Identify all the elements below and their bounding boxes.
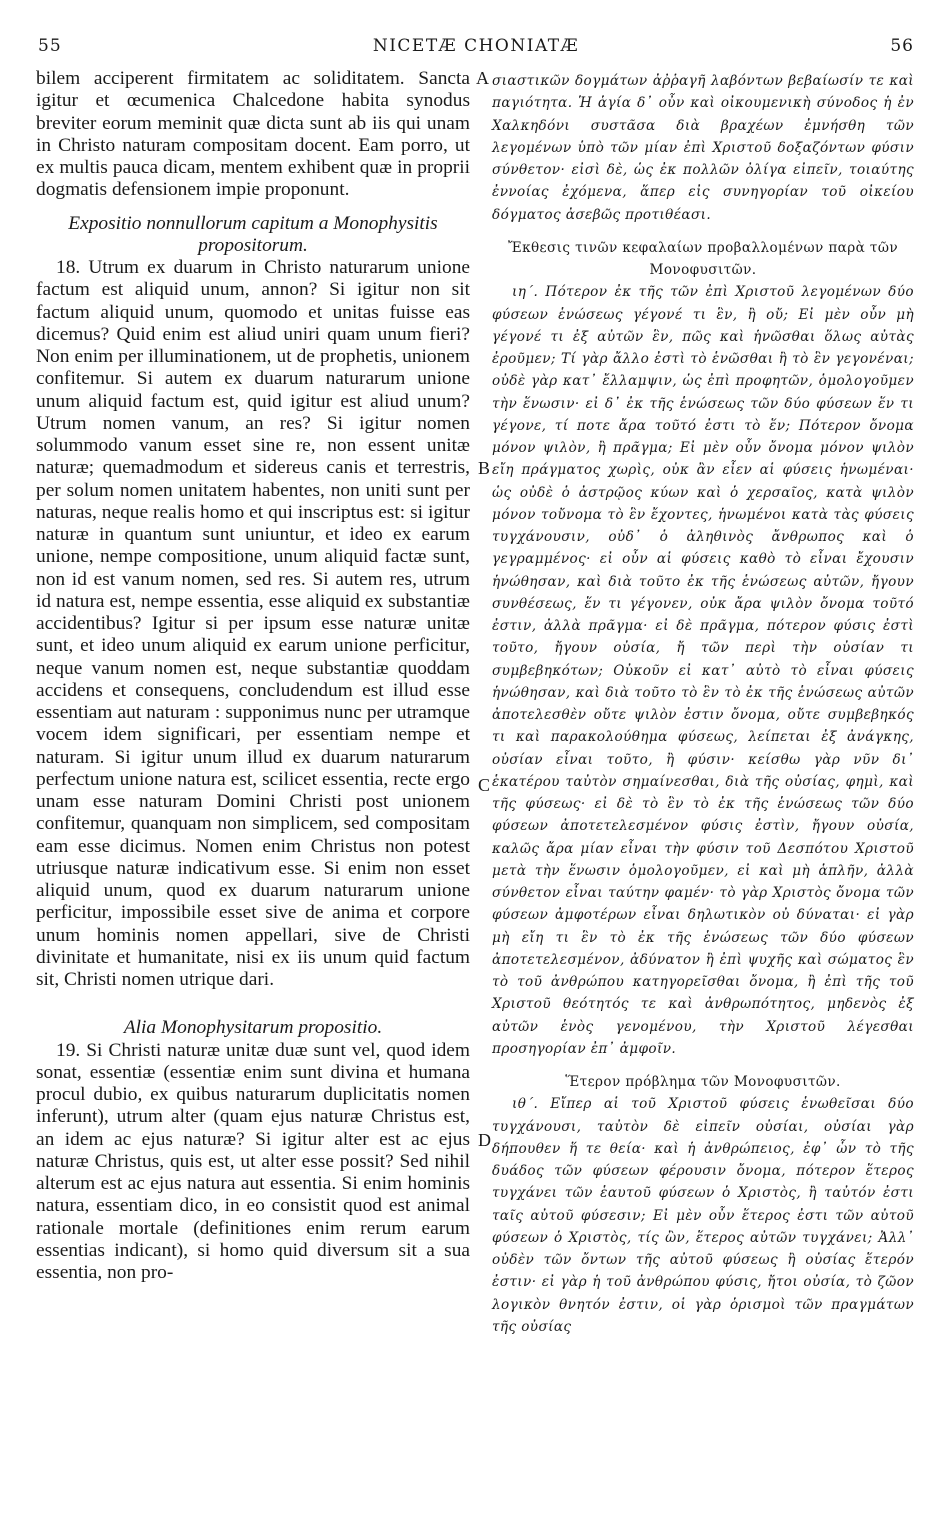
greek-column	[492, 70, 914, 1338]
greek-intro-paragraph: σιαστικῶν δογμάτων ἀῤῥαγῆ λαβόντων βεβαίωσίν τε καὶ παγιότητα. Ἡ ἁγία δ᾽ οὖν καὶ οἰκουμενικὴ σύνοδος ἡ ἐν Χαλκηδόνι συστᾶσα διὰ βραχέων ἐμνήσθη τῶν λεγομένων ὑπὸ τῶν μίαν ἐπὶ Χριστοῦ δοξαζόντων φύσιν σύνθετον· εἰσὶ δὲ, ὡς ἐκ πολλῶν ὀλίγα εἰπεῖν, τοιαύτης ἐννοίας ἐχόμενα, ἅπερ εἰς συνηγορίαν τοῦ οἰκείου δόγματος ἀσεβῶς προτιθέασι.	[492, 73, 914, 223]
latin-section-heading-1: Expositio nonnullorum capitum a Monophysitis propositorum.	[68, 212, 438, 256]
page-number-left: 55	[38, 36, 62, 56]
running-header	[38, 36, 914, 60]
running-title: NICETÆ CHONIATÆ	[372, 36, 580, 56]
page-number-right: 56	[890, 36, 914, 56]
latin-column	[36, 68, 470, 1284]
latin-section-heading-2: Alia Monophysitarum propositio.	[123, 1017, 383, 1039]
margin-marker-b: B	[478, 458, 491, 478]
margin-marker-c: C	[478, 775, 491, 795]
greek-paragraph-19: ιθ´. Εἴπερ αἱ τοῦ Χριστοῦ φύσεις ἑνωθεῖσαι δύο τυγχάνουσι, ταὐτὸν δὲ εἰπεῖν οὐσίαι, οὐσίαι γὰρ δήπουθεν ἥ τε θεία· καὶ ἡ ἀνθρώπειος, ἐφ᾽ ὧν τὸ τῆς δυάδος τῶν φύσεων φέρουσιν ὄνομα, πότερον ἕτερος τυγχάνει τῶν ἑαυτοῦ φύσεων ὁ Χριστὸς, ἢ ταὐτόν ἐστι ταῖς αὐτοῦ φύσεσιν; Εἰ μὲν οὖν ἕτερος ἐστι τῶν αὐτοῦ φύσεων ὁ Χριστὸς, τίς ὢν, ἕτερος αὐτῶν τυγχάνει; Ἀλλ᾽ οὐδὲν τῶν ὄντων τῆς αὐτοῦ φύσεως ἢ οὐσίας ἕτερόν ἐστιν· εἰ γὰρ ἡ τοῦ ἀνθρώπου φύσις, ἤτοι οὐσία, τὸ ζῶον λογικὸν θνητόν ἐστιν, οἱ γὰρ ὁρισμοὶ τῶν πραγμάτων τῆς οὐσίας	[492, 1096, 914, 1335]
greek-paragraph-18: ιη´. Πότερον ἐκ τῆς τῶν ἐπὶ Χριστοῦ λεγομένων δύο φύσεων ἑνώσεως γέγονέ τι ἓν, ἢ οὔ; Εἰ μὲν οὖν μὴ γέγονέ τι ἐξ αὐτῶν ἓν, πῶς καὶ ἡνῶσθαι ὅλως αὐτὰς ἐροῦμεν; Τί γὰρ ἄλλο ἐστὶ τὸ ἑνῶσθαι ἢ τὸ ἓν γεγονέναι; οὐδὲ γὰρ κατ᾽ ἔλλαμψιν, ὡς ἐπὶ προφητῶν, ὁμολογοῦμεν τὴν ἕνωσιν· εἰ δ᾽ ἐκ τῆς ἑνώσεως τῶν δύο φύσεων ἕν τι γέγονε, τί ποτε ἄρα τοῦτό ἐστι τὸ ἕν; Πότερον ὄνομα μόνον ψιλὸν, ἢ πρᾶγμα; Εἰ μὲν οὖν ὄνομα μόνον ψιλὸν εἴη πράγματος χωρὶς, οὐκ ἂν εἶεν αἱ φύσεις ἡνωμέναι· ὡς οὐδὲ ὁ ἀστρῷος κύων καὶ ὁ χερσαῖος, κατὰ ψιλὸν μόνον τοὔνομα τὸ ἓν ἔχοντες, ἡνωμένοι κατὰ τὰς φύσεις τυγχάνουσιν, οὐδ᾽ ὁ ἀληθινὸς ἄνθρωπος καὶ ὁ γεγραμμένος· εἰ οὖν αἱ φύσεις καθὸ τὸ εἶναι ἔχουσιν ἡνώθησαν, καὶ διὰ τοῦτο ἐκ τῆς ἑνώσεως αὐτῶν, ἤγουν συνθέσεως, ἕν τι γέγονεν, οὐκ ἄρα ψιλὸν ὄνομα τοῦτό ἐστιν, ἀλλὰ πρᾶγμα· εἰ δὲ πρᾶγμα, πότερον φύσις ἐστὶ τοῦτο, ἤγουν οὐσία, ἤ τῶν περὶ τὴν οὐσίαν τι συμβεβηκότων; Οὐκοῦν εἰ κατ᾽ αὐτὸ τὸ εἶναι φύσεις ἡνώθησαν, καὶ διὰ τοῦτο τὸ ἓν τὸ ἐκ τῆς ἑνώσεως αὐτῶν ἀποτελεσθὲν οὔτε ψιλὸν ἐστιν ὄνομα, οὔτε συμβεβηκός τι καὶ παρακολούθημα φύσεως, λείπεται ἐξ ἀνάγκης, οὐσίαν εἶναι τοῦτο, ἢ φύσιν· κείσθω γὰρ νῦν δι᾽ ἑκατέρου ταὐτὸν σημαίνεσθαι, διὰ τῆς οὐσίας, φημὶ, καὶ τῆς φύσεως· εἰ δὲ τὸ ἓν τὸ ἐκ τῆς ἑνώσεως τῶν δύο φύσεων ἀποτετελεσμένον φύσις ἐστὶν, ἤγουν οὐσία, καλῶς ἄρα μίαν εἶναι τὴν φύσιν τοῦ Δεσπότου Χριστοῦ μετὰ τὴν ἕνωσιν ὁμολογοῦμεν, εἰ καὶ μὴ ἁπλῆν, ἀλλὰ σύνθετον εἶναι ταύτην φαμέν· τὸ γὰρ Χριστὸς ὄνομα τῶν φύσεων ἀμφοτέρων εἶναι δηλωτικὸν οὐ δύναται· εἰ γὰρ μὴ εἴη τι ἓν τὸ ἐκ τῆς ἑνώσεως τῶν δύο φύσεων ἀποτετελεσμένον, ἀδύνατον ἢ ἐπὶ ψυχῆς καὶ σώματος ἓν τὸ τοῦ ἀνθρώπου κατηγορεῖσθαι ὄνομα, ἢ ἐπὶ τῆς τοῦ Χριστοῦ θεότητός τε καὶ ἀνθρωπότητος, μηδενὸς ἐξ αὐτῶν ἑνὸς γενομένου, τὴν Χριστοῦ λέγεσθαι προσηγορίαν ἐπ᾽ ἀμφοῖν.	[492, 284, 914, 1057]
latin-intro-paragraph: bilem acciperent firmitatem ac soliditatem. Sancta igitur et œcumenica Chalcedone habita synodus breviter eorum meminit quæ dicta sunt ab iis qui unam in Christo naturam compositam docent. Eam porro, ut ex multis pauca dicam, mentem exhibent quæ in proprii dogmatis defensionem impie proponunt.	[36, 68, 470, 201]
latin-paragraph-19: 19. Si Christi naturæ unitæ duæ sunt vel, quod idem sonat, essentiæ (essentiæ enim sunt divina et humana procul dubio, ex quibus naturarum duplicitatis nomen inferunt), utrum alter (quam ejus naturæ Christus est, an idem ac ejus naturæ? Si igitur alter est ac ejus naturæ Christus, quis est, ut alter esse possit? Sed nihil alterum est ac ejus natura aut essentia. Si enim hominis natura, essentiam dico, in eo consistit quod est animal rationale mortale (definitiones enim rerum earum essentias indicant), si homo quid diversum sit a sua essentia, non pro-	[36, 1039, 470, 1283]
margin-marker-d: D	[478, 1130, 491, 1150]
margin-marker-a: A	[476, 68, 489, 88]
greek-section-heading-1: Ἔκθεσις τινῶν κεφαλαίων προβαλλομένων παρὰ τῶν Μονοφυσιτῶν.	[507, 239, 899, 278]
greek-section-heading-2: Ἕτερον πρόβλημα τῶν Μονοφυσιτῶν.	[565, 1074, 841, 1090]
latin-paragraph-18: 18. Utrum ex duarum in Christo naturarum unione factum est aliquid unum, annon? Si igitur non sit factum aliquid unum, quomodo et unitas fuisse eas dicemus? Quid enim est aliud uniri quam unum fieri? Non enim per illuminationem, ut de prophetis, unionem confitemur. Si autem ex duarum naturarum unione unum aliquid factum est, quid igitur est aliud unum? Utrum nomen vanum, an res? Si igitur nomen solummodo vanum esset sine re, non essent unitæ naturæ; quemadmodum et sidereus canis et terrestris, per solum nomen unitatem habentes, non uniti sunt per naturas, neque realis homo et qui inscriptus est: si igitur naturæ in quantum sunt uniuntur, et ideo ex earum unione, nempe compositione, unum aliquid factæ sunt, non id est vanum nomen, sed res. Si autem res, utrum id natura est, nempe essentia, esse aliquid ex substantiæ accidentibus? Igitur si per ipsum esse naturæ unitæ sunt, et ideo unum aliquid ex earum unione perficitur, neque vanum nomen est, neque substantiæ quoddam accidens et consequens, concludendum est illud esse essentiam aut naturam : supponimus nunc per utramque vocem idem significari, per essentiam nempe et naturam. Si igitur unum illud ex duarum naturarum perfectum unione natura est, scilicet essentia, recte ergo unam esse naturam Domini Christi post unionem confitemur, quanquam non simplicem, sed compositam eam esse dicimus. Nomen enim Christus non potest utriusque naturæ indicativum esse. Si enim non esset aliquid unum, quod ex duarum naturarum unione perficitur, impossibile esset sive de anima et corpore unum hominis nomen appellari, sive de Christi divinitate et humanitate, nisi ex iis unum quid factum sit, Christi nomen utrique dari.	[36, 257, 470, 990]
